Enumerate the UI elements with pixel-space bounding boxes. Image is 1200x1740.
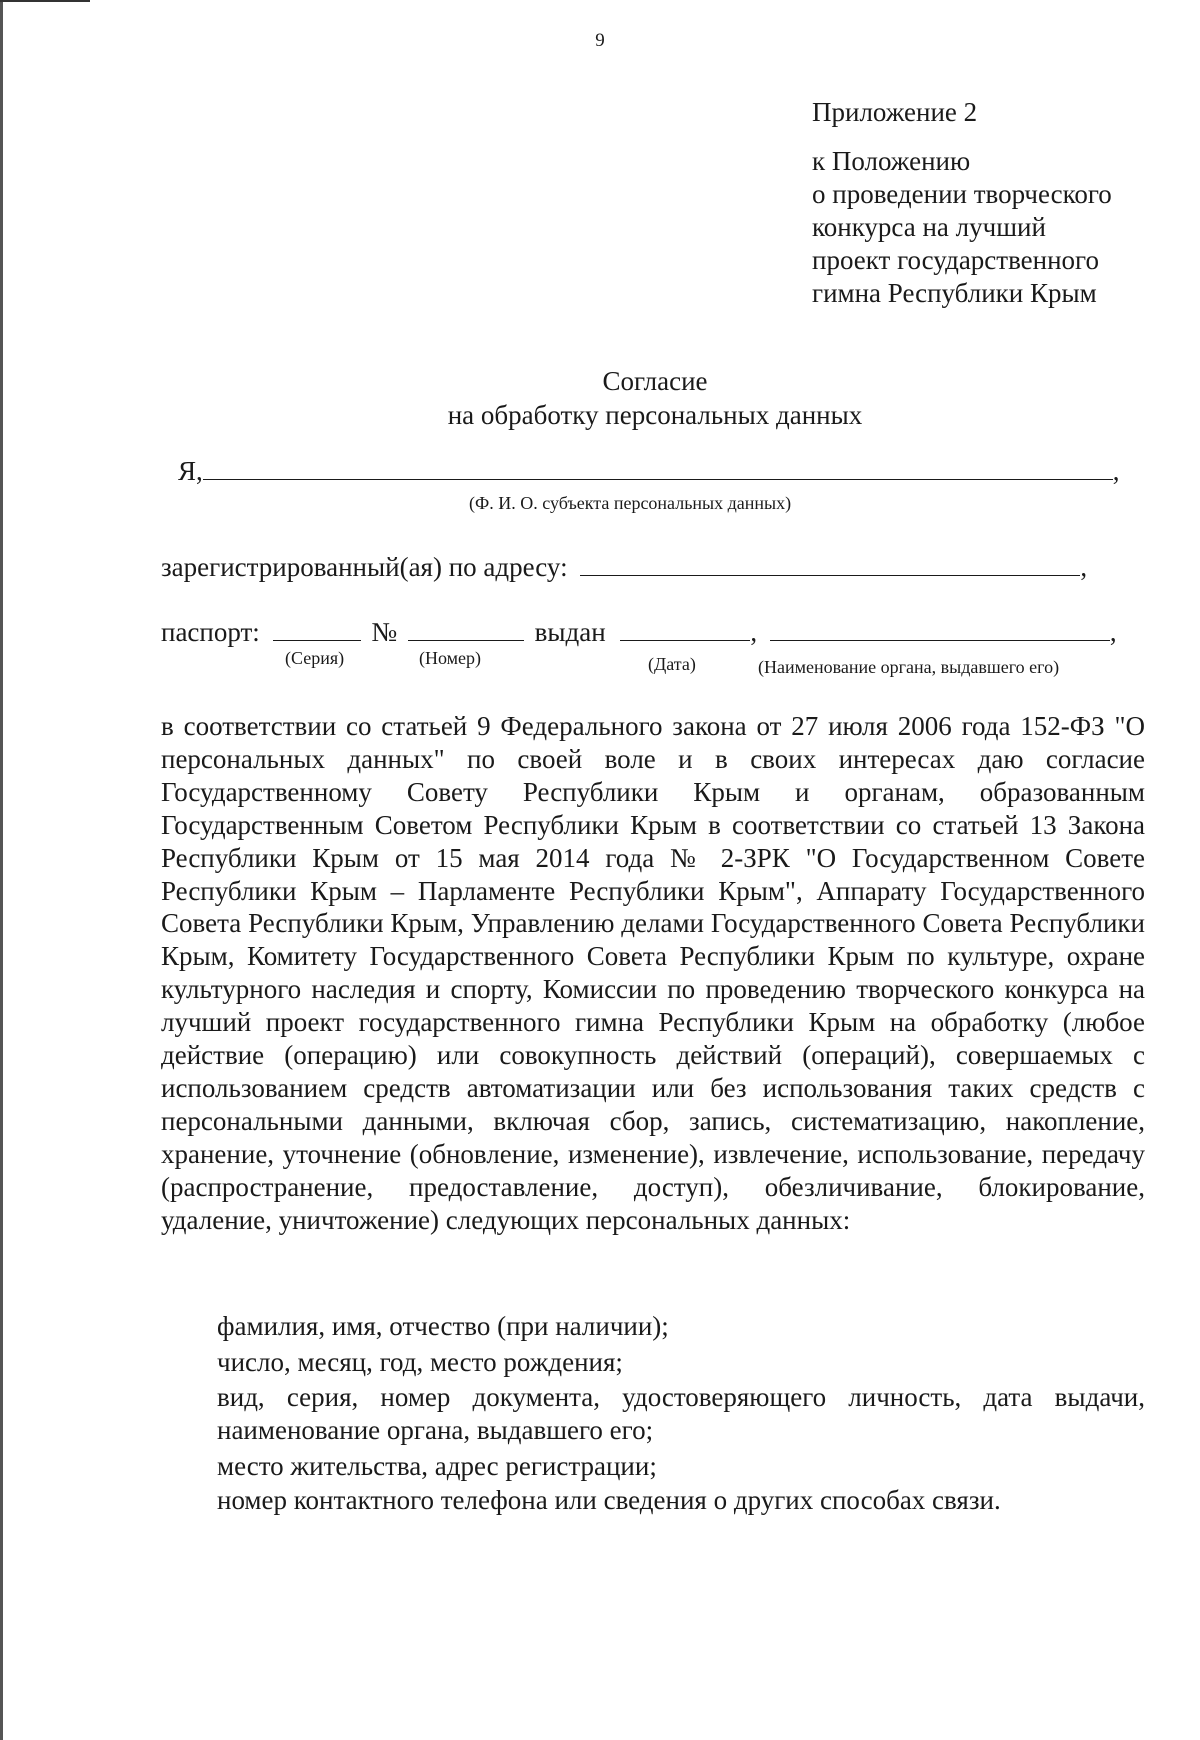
scan-edge-top — [0, 0, 90, 2]
address-row — [161, 552, 1087, 582]
list-item: вид, серия, номер документа, удостоверяющего личность, дата выдачи, наименование органа, выдавшего его; — [217, 1382, 1145, 1445]
list-item: место жительства, адрес регистрации; — [217, 1451, 657, 1481]
appendix-line: о проведении творческого — [812, 179, 1112, 209]
list-item: число, месяц, год, место рождения; — [217, 1347, 623, 1377]
list-item: фамилия, имя, отчество (при наличии); — [217, 1311, 669, 1341]
scan-edge — [0, 0, 3, 1740]
address-label: зарегистрированный(ая) по адресу: — [161, 552, 568, 582]
page-number: 9 — [595, 30, 605, 51]
ya-label: Я, — [178, 456, 203, 486]
consent-text — [161, 710, 1145, 1237]
date-caption: (Дата) — [648, 654, 696, 674]
number-blank[interactable] — [408, 618, 524, 641]
series-caption: (Серия) — [285, 648, 345, 668]
appendix-title: Приложение 2 — [812, 97, 978, 127]
fio-row — [178, 456, 1120, 486]
fio-caption: (Ф. И. О. субъекта персональных данных) — [469, 493, 792, 513]
document-title — [0, 364, 1200, 432]
title-line-1: Согласие — [602, 366, 708, 396]
series-blank[interactable] — [273, 618, 361, 641]
appendix-line: конкурса на лучший — [812, 212, 1046, 242]
date-blank[interactable] — [620, 618, 750, 641]
appendix-line: гимна Республики Крым — [812, 278, 1097, 308]
list-item: номер контактного телефона или сведения о других способах связи. — [217, 1485, 1001, 1515]
comma: , — [1080, 552, 1088, 582]
fio-blank[interactable] — [203, 457, 1113, 480]
address-blank[interactable] — [580, 553, 1080, 576]
number-sign: № — [371, 617, 398, 647]
comma: , — [750, 617, 758, 647]
number-caption: (Номер) — [419, 648, 482, 668]
organ-caption: (Наименование органа, выдавшего его) — [758, 657, 1060, 677]
title-line-2: на обработку персональных данных — [447, 400, 863, 430]
comma: , — [1109, 617, 1117, 647]
passport-row — [161, 617, 1117, 647]
comma: , — [1112, 456, 1120, 486]
issued-label: выдан — [534, 617, 606, 647]
organ-blank[interactable] — [770, 618, 1110, 641]
appendix-line: к Положению — [812, 146, 971, 176]
appendix-block — [812, 96, 1112, 310]
passport-label: паспорт: — [161, 617, 260, 647]
consent-paragraph: в соответствии со статьей 9 Федерального закона от 27 июля 2006 года 152-ФЗ "О персональных данных" по своей воле и в своих интересах даю согласие Государственному Совету Республики Крым и органам, образованным Государственным Советом Республики Крым в соответствии со статьей 13 Закона Республики Крым от 15 мая 2014 года № 2-ЗРК "О Государственном Совете Республики Крым – Парламенте Республики Крым", Аппарату Государственного Совета Республики Крым, Управлению делами Государственного Совета Республики Крым, Комитету Государственного Совета Республики Крым по культуре, охране культурного наследия и спорту, Комиссии по проведению творческого конкурса на лучший проект государственного гимна Республики Крым на обработку (любое действие (операцию) или совокупность действий (операций), совершаемых с использованием средств автоматизации или без использования таких средств с персональными данными, включая сбор, запись, систематизацию, накопление, хранение, уточнение (обновление, изменение), извлечение, использование, передачу (распространение, предоставление, доступ), обезличивание, блокирование, удаление, уничтожение) следующих персональных данных: — [161, 711, 1145, 1235]
appendix-line: проект государственного — [812, 245, 1099, 275]
